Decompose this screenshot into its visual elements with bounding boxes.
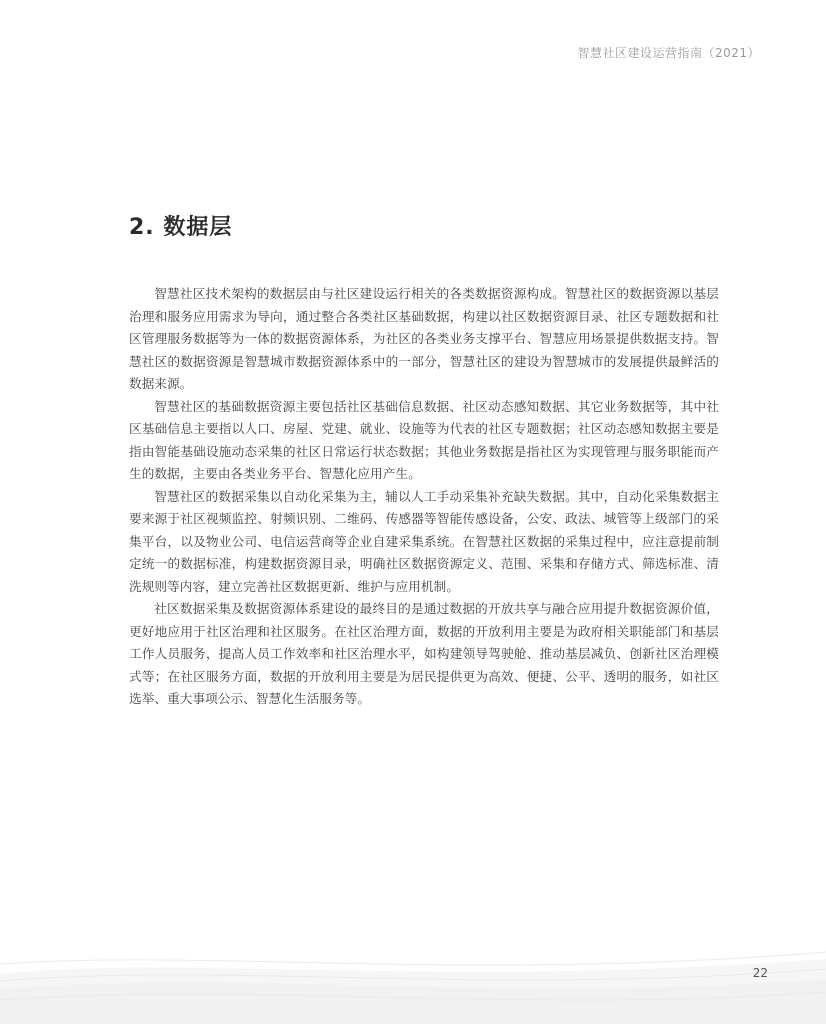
- paragraph-3: 智慧社区的数据采集以自动化采集为主，辅以人工手动采集补充缺失数据。其中，自动化采集数据主要来源于社区视频监控、射频识别、二维码、传感器等智能传感设备，公安、政法、城管等上级部门的采集平台，以及物业公司、电信运营商等企业自建采集系统。在智慧社区数据的采集过程中，应注意提前制定统一的数据标准，构建数据资源目录，明确社区数据资源定义、范围、采集和存储方式、筛选标准、清洗规则等内容，建立完善社区数据更新、维护与应用机制。: [129, 488, 719, 594]
- paragraph-1: 智慧社区技术架构的数据层由与社区建设运行相关的各类数据资源构成。智慧社区的数据资源以基层治理和服务应用需求为导向，通过整合各类社区基础数据，构建以社区数据资源目录、社区专题数据和社区管理服务数据等为一体的数据资源体系，为社区的各类业务支撑平台、智慧应用场景提供数据支持。智慧社区的数据资源是智慧城市数据资源体系中的一部分，智慧社区的建设为智慧城市的发展提供最鲜活的数据来源。: [129, 286, 719, 391]
- page-number: 22: [752, 966, 768, 980]
- paragraph-2: 智慧社区的基础数据资源主要包括社区基础信息数据、社区动态感知数据、其它业务数据等，其中社区基础信息主要指以人口、房屋、党建、就业、设施等为代表的社区专题数据；社区动态感知数据主要是指由智能基础设施动态采集的社区日常运行状态数据；其他业务数据是指社区为实现管理与服务职能而产生的数据，主要由各类业务平台、智慧化应用产生。: [129, 398, 719, 481]
- running-header: 智慧社区建设运营指南（2021）: [577, 46, 760, 60]
- body-text: [129, 283, 719, 711]
- footer-wave-decoration: [0, 934, 826, 1024]
- paragraph-4: 社区数据采集及数据资源体系建设的最终目的是通过数据的开放共享与融合应用提升数据资源价值，更好地应用于社区治理和社区服务。在社区治理方面，数据的开放利用主要是为政府相关职能部门和基层工作人员服务，提高人员工作效率和社区治理水平，如构建领导驾驶舱、推动基层减负、创新社区治理模式等；在社区服务方面，数据的开放利用主要是为居民提供更为高效、便捷、公平、透明的服务，如社区选举、重大事项公示、智慧化生活服务等。: [129, 601, 719, 706]
- section-title: 2. 数据层: [129, 215, 233, 240]
